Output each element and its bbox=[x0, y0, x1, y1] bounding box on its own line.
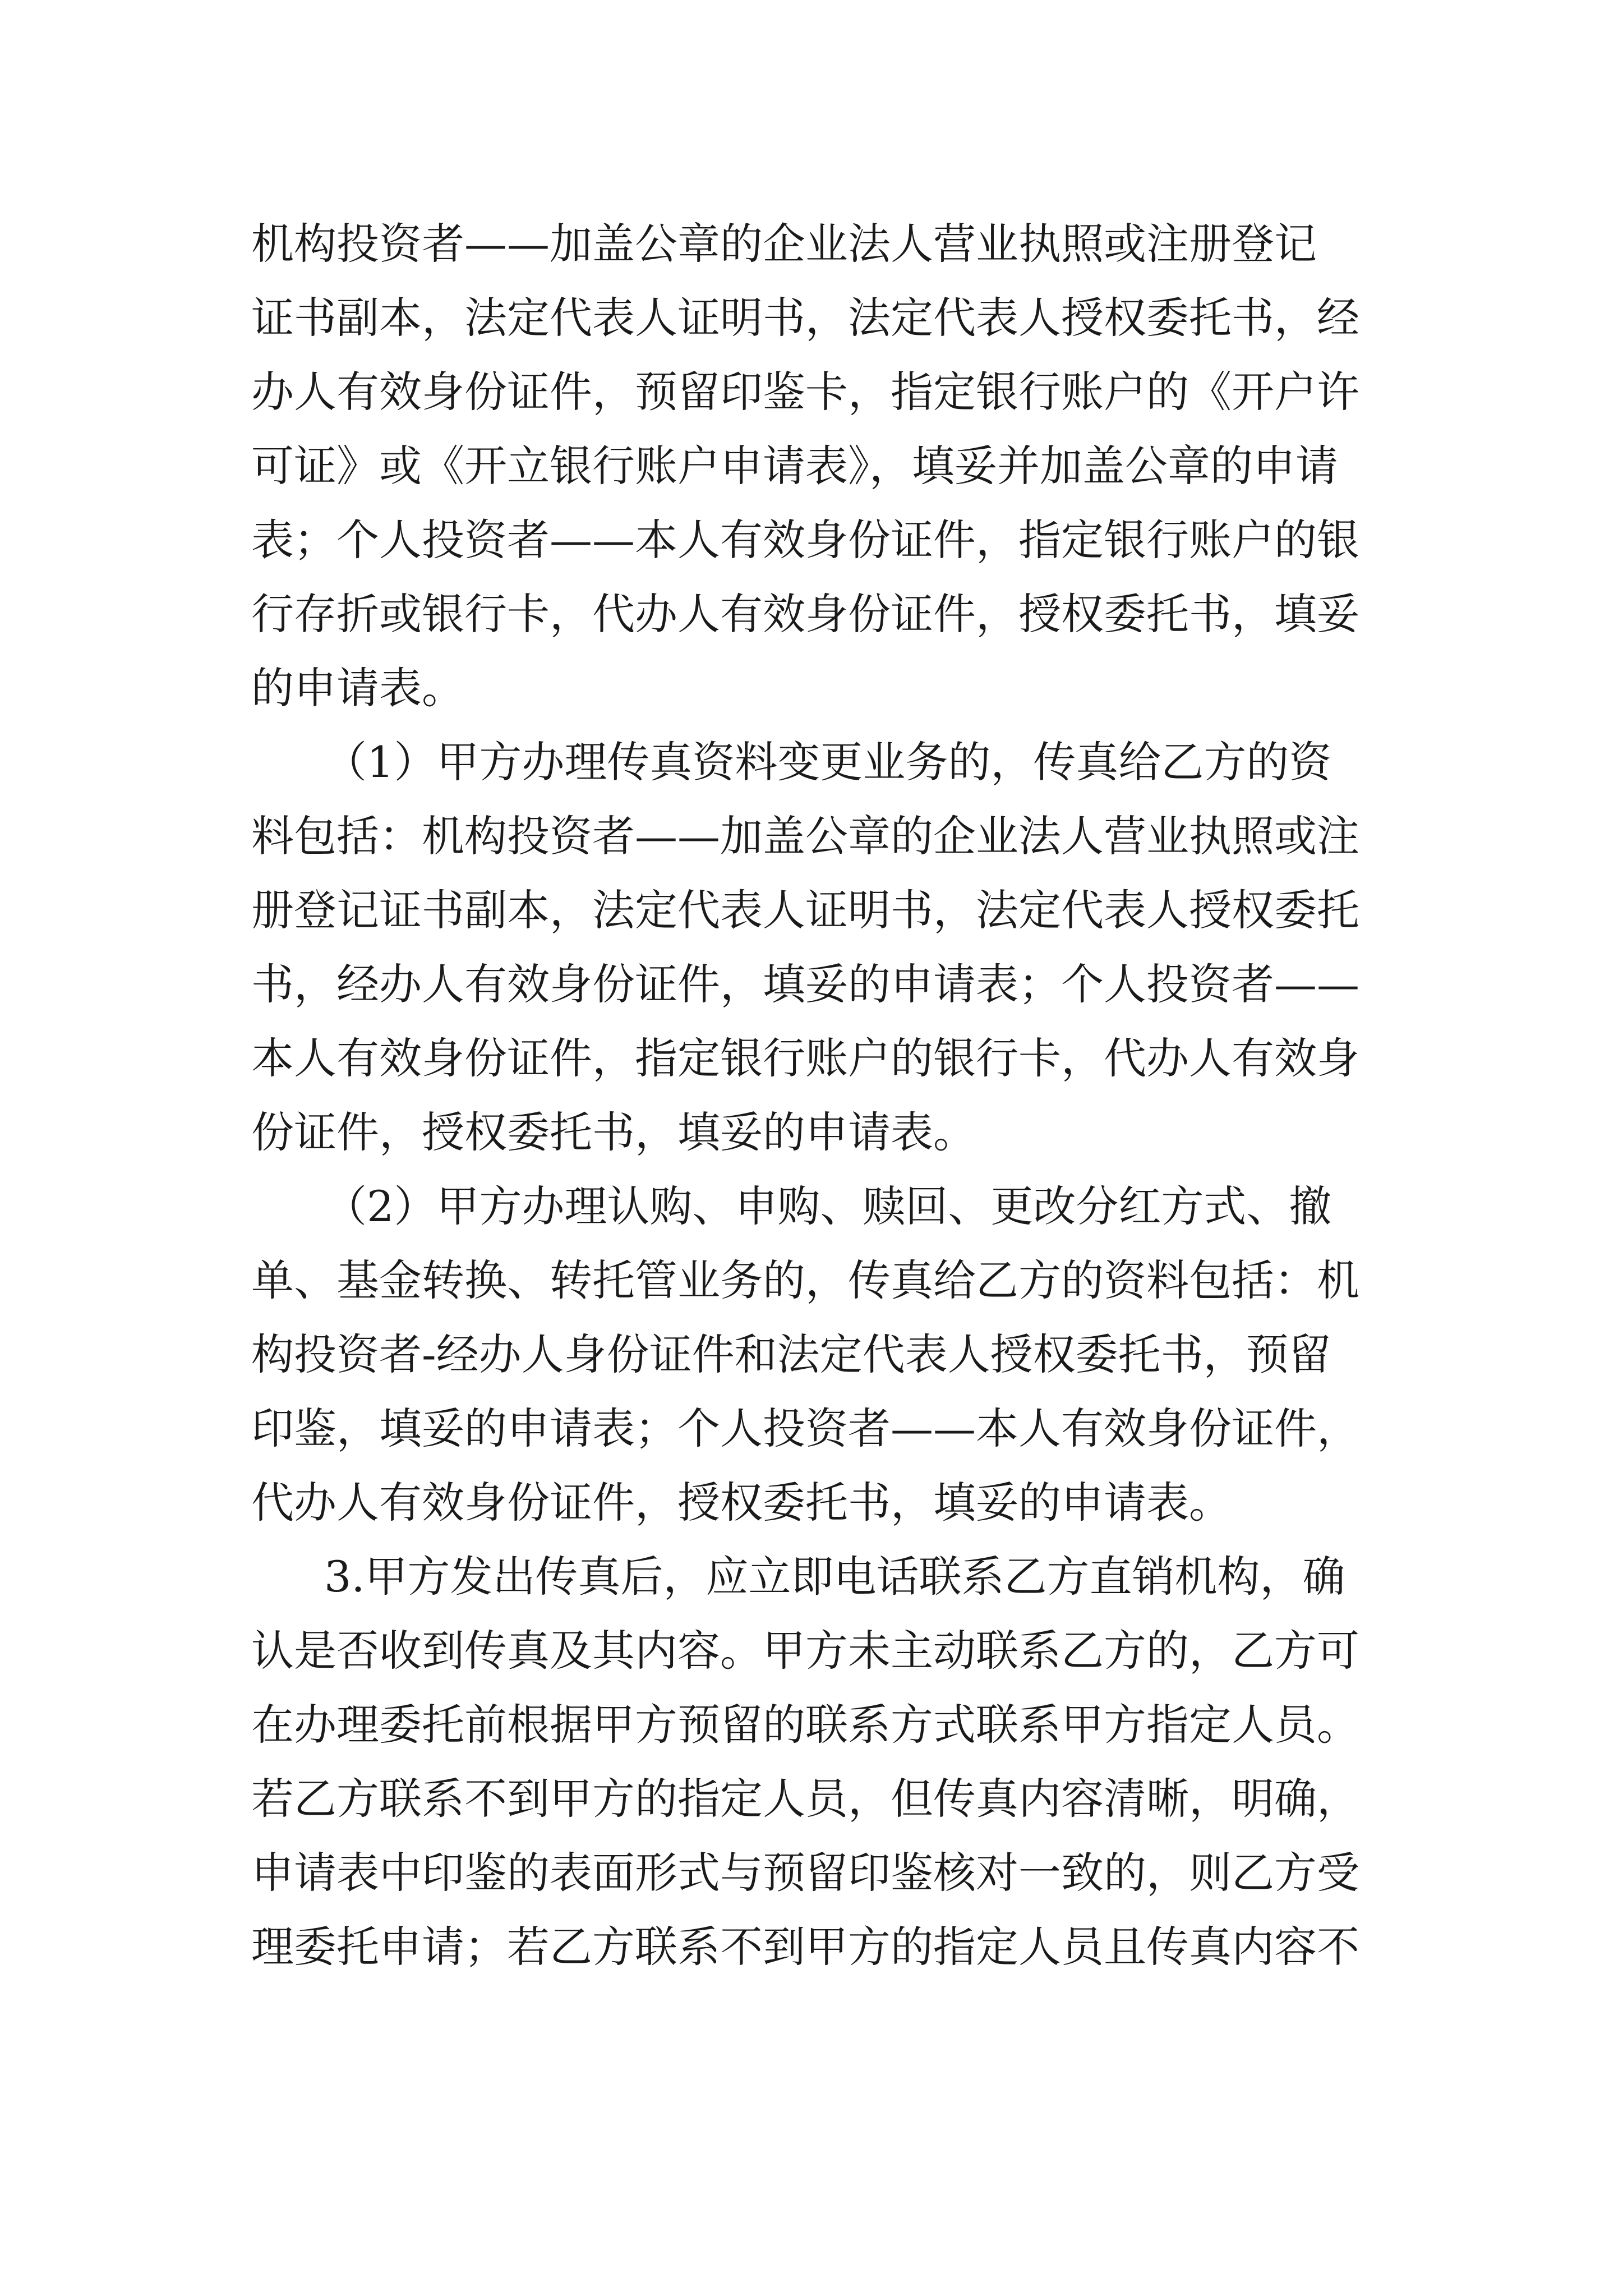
text-line: 表；个人投资者——本人有效身份证件，指定银行账户的银 bbox=[251, 515, 1359, 565]
text-line: 理委托申请；若乙方联系不到甲方的指定人员且传真内容不 bbox=[251, 1922, 1359, 1972]
text-line: 行存折或银行卡，代办人有效身份证件，授权委托书，填妥 bbox=[251, 589, 1359, 639]
text-line: 机构投资者——加盖公章的企业法人营业执照或注册登记 bbox=[251, 219, 1317, 269]
text-line: 册登记证书副本，法定代表人证明书，法定代表人授权委托 bbox=[251, 885, 1359, 935]
text-line: 申请表中印鉴的表面形式与预留印鉴核对一致的，则乙方受 bbox=[251, 1848, 1359, 1898]
text-line: 书，经办人有效身份证件，填妥的申请表；个人投资者—— bbox=[251, 959, 1359, 1009]
text-line: 构投资者-经办人身份证件和法定代表人授权委托书，预留 bbox=[251, 1329, 1331, 1379]
text-line: 代办人有效身份证件，授权委托书，填妥的申请表。 bbox=[251, 1478, 1232, 1527]
text-line: 料包括：机构投资者——加盖公章的企业法人营业执照或注 bbox=[251, 811, 1359, 861]
text-line: 证书副本，法定代表人证明书，法定代表人授权委托书，经 bbox=[251, 293, 1359, 343]
text-line-paragraph-start: 3.甲方发出传真后，应立即电话联系乙方直销机构，确 bbox=[324, 1552, 1345, 1602]
text-line: 认是否收到传真及其内容。甲方未主动联系乙方的，乙方可 bbox=[251, 1626, 1359, 1676]
body-text bbox=[251, 207, 1384, 1984]
text-line: 若乙方联系不到甲方的指定人员，但传真内容清晰，明确， bbox=[251, 1774, 1359, 1824]
text-line: 办人有效身份证件，预留印鉴卡，指定银行账户的《开户许 bbox=[251, 367, 1359, 417]
text-line: 份证件，授权委托书，填妥的申请表。 bbox=[251, 1107, 976, 1157]
text-line: 印鉴，填妥的申请表；个人投资者——本人有效身份证件， bbox=[251, 1404, 1359, 1453]
text-line: 本人有效身份证件，指定银行账户的银行卡，代办人有效身 bbox=[251, 1033, 1359, 1083]
text-line: 可证》或《开立银行账户申请表》，填妥并加盖公章的申请 bbox=[251, 441, 1338, 491]
text-line: 单、基金转换、转托管业务的，传真给乙方的资料包括：机 bbox=[251, 1255, 1359, 1305]
text-line-paragraph-start: （2）甲方办理认购、申购、赎回、更改分红方式、撤 bbox=[324, 1181, 1332, 1231]
text-line: 的申请表。 bbox=[251, 663, 464, 713]
text-line: 在办理委托前根据甲方预留的联系方式联系甲方指定人员。 bbox=[251, 1700, 1359, 1750]
text-line-paragraph-start: （1）甲方办理传真资料变更业务的，传真给乙方的资 bbox=[324, 737, 1332, 787]
